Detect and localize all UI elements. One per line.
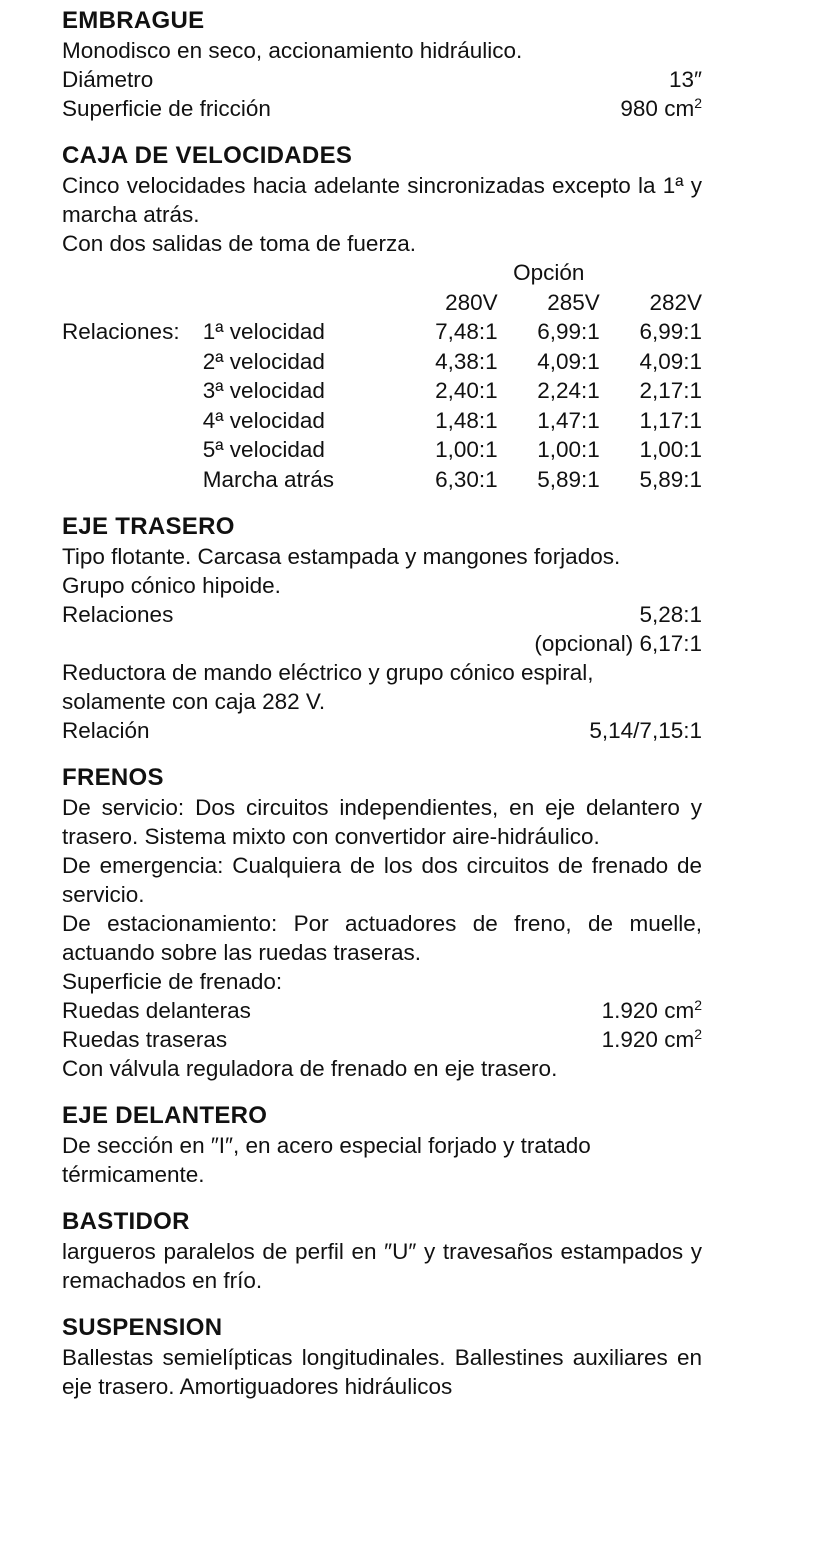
column-header: 282V bbox=[649, 289, 702, 315]
table-row bbox=[62, 376, 702, 406]
exponent: 2 bbox=[694, 95, 702, 111]
section-title: EMBRAGUE bbox=[62, 7, 205, 34]
cell: 1,47:1 bbox=[537, 407, 600, 433]
spec-value: 980 cm bbox=[620, 96, 695, 121]
cell: 2,40:1 bbox=[435, 378, 498, 403]
table-row bbox=[62, 465, 702, 495]
spec-label: Diámetro bbox=[62, 67, 154, 92]
column-header: 280V bbox=[445, 289, 498, 315]
cell: 1,00:1 bbox=[537, 437, 600, 462]
row-label: 3ª velocidad bbox=[202, 378, 325, 403]
spec-value: 13″ bbox=[669, 67, 702, 92]
frenos-emergencia: De emergencia: Cualquiera de los dos circuitos de frenado de servicio. bbox=[62, 853, 702, 907]
spec-value-wrap bbox=[620, 94, 702, 123]
row-label: 5ª velocidad bbox=[202, 437, 325, 462]
cell: 2,17:1 bbox=[639, 378, 702, 403]
gear-ratio-table bbox=[62, 258, 702, 494]
row-label: 2ª velocidad bbox=[202, 348, 325, 374]
table-header-row bbox=[62, 288, 702, 318]
cell: 6,99:1 bbox=[639, 319, 702, 344]
spec-row-relacion bbox=[62, 716, 702, 745]
section-bastidor bbox=[62, 1207, 702, 1295]
option-header bbox=[62, 258, 702, 288]
frenos-valvula: Con válvula reguladora de frenado en eje trasero. bbox=[62, 1056, 558, 1081]
section-embrague bbox=[62, 6, 702, 123]
spec-value: 5,28:1 bbox=[639, 602, 702, 627]
spec-label: Ruedas traseras bbox=[62, 1027, 228, 1052]
section-frenos bbox=[62, 763, 702, 1083]
spec-row-superficie bbox=[62, 94, 702, 123]
cell: 1,00:1 bbox=[435, 437, 498, 462]
frenos-estacionamiento: De estacionamiento: Por actuadores de freno, de muelle, actuando sobre las ruedas traseras. bbox=[62, 911, 702, 965]
cell: 5,89:1 bbox=[639, 466, 702, 492]
section-eje-delantero bbox=[62, 1101, 702, 1189]
section-caja bbox=[62, 141, 702, 494]
spec-value-wrap bbox=[602, 996, 702, 1025]
spec-label: Ruedas delanteras bbox=[62, 998, 251, 1023]
cell: 4,38:1 bbox=[435, 348, 498, 374]
option-label: Opción bbox=[513, 260, 585, 285]
bastidor-desc: largueros paralelos de perfil en ″U″ y travesaños estampados y remachados en frío. bbox=[62, 1239, 702, 1293]
section-title: BASTIDOR bbox=[62, 1208, 190, 1235]
spec-row-delanteras bbox=[62, 996, 702, 1025]
eje-trasero-tipo: Tipo flotante. Carcasa estampada y mangones forjados. bbox=[62, 544, 621, 569]
exponent: 2 bbox=[694, 997, 702, 1013]
section-title: EJE DELANTERO bbox=[62, 1102, 268, 1129]
table-row bbox=[62, 317, 702, 347]
spec-value: 1.920 cm bbox=[601, 998, 695, 1023]
section-title: FRENOS bbox=[62, 764, 164, 791]
cell: 6,99:1 bbox=[537, 319, 600, 344]
cell: 1,17:1 bbox=[639, 407, 702, 433]
table-row bbox=[62, 435, 702, 465]
cell: 7,48:1 bbox=[435, 319, 498, 344]
exponent: 2 bbox=[694, 1026, 702, 1042]
spec-label: Relación bbox=[62, 718, 150, 743]
row-label: 4ª velocidad bbox=[202, 407, 325, 433]
cell: 1,48:1 bbox=[435, 407, 498, 433]
caja-desc: Cinco velocidades hacia adelante sincronizadas excepto la 1ª y marcha atrás. bbox=[62, 173, 702, 227]
column-header: 285V bbox=[547, 289, 600, 315]
eje-trasero-reductora: Reductora de mando eléctrico y grupo cónico espiral, solamente con caja 282 V. bbox=[62, 660, 594, 714]
cell: 4,09:1 bbox=[537, 348, 600, 374]
cell: 4,09:1 bbox=[639, 348, 702, 374]
table-row bbox=[62, 406, 702, 436]
frenos-servicio: De servicio: Dos circuitos independientes, en eje delantero y trasero. Sistema mixto con convertidor aire-hidráulico. bbox=[62, 795, 702, 849]
spec-value-wrap bbox=[602, 1025, 702, 1054]
eje-trasero-grupo: Grupo cónico hipoide. bbox=[62, 573, 281, 598]
spec-label: Superficie de fricción bbox=[62, 96, 271, 121]
spec-value: 5,14/7,15:1 bbox=[589, 718, 702, 743]
section-title: EJE TRASERO bbox=[62, 513, 235, 540]
row-label: 1ª velocidad bbox=[202, 319, 325, 344]
cell: 6,30:1 bbox=[435, 466, 498, 492]
spec-value: 1.920 cm bbox=[601, 1027, 695, 1052]
section-suspension bbox=[62, 1313, 702, 1401]
spec-value-optional: (opcional) 6,17:1 bbox=[534, 631, 702, 656]
spec-row-relaciones bbox=[62, 600, 702, 629]
spec-label: Relaciones bbox=[62, 602, 174, 627]
section-title: SUSPENSION bbox=[62, 1314, 223, 1341]
cell: 5,89:1 bbox=[537, 466, 600, 492]
spec-row-traseras bbox=[62, 1025, 702, 1054]
cell: 2,24:1 bbox=[537, 378, 600, 403]
frenos-superficie: Superficie de frenado: bbox=[62, 969, 283, 994]
eje-delantero-desc: De sección en ″I″, en acero especial forjado y tratado térmicamente. bbox=[62, 1133, 591, 1187]
embrague-desc: Monodisco en seco, accionamiento hidráulico. bbox=[62, 38, 523, 63]
section-title: CAJA DE VELOCIDADES bbox=[62, 142, 353, 169]
caja-tomas: Con dos salidas de toma de fuerza. bbox=[62, 231, 416, 256]
relaciones-label: Relaciones: bbox=[62, 319, 180, 344]
spec-sheet bbox=[62, 6, 702, 1419]
spec-row-diametro bbox=[62, 65, 702, 94]
suspension-desc: Ballestas semielípticas longitudinales. Ballestines auxiliares en eje trasero. Amortiguadores hidráulicos bbox=[62, 1345, 702, 1399]
section-eje-trasero bbox=[62, 512, 702, 745]
row-label: Marcha atrás bbox=[202, 466, 335, 492]
cell: 1,00:1 bbox=[639, 437, 702, 462]
table-row bbox=[62, 347, 702, 377]
